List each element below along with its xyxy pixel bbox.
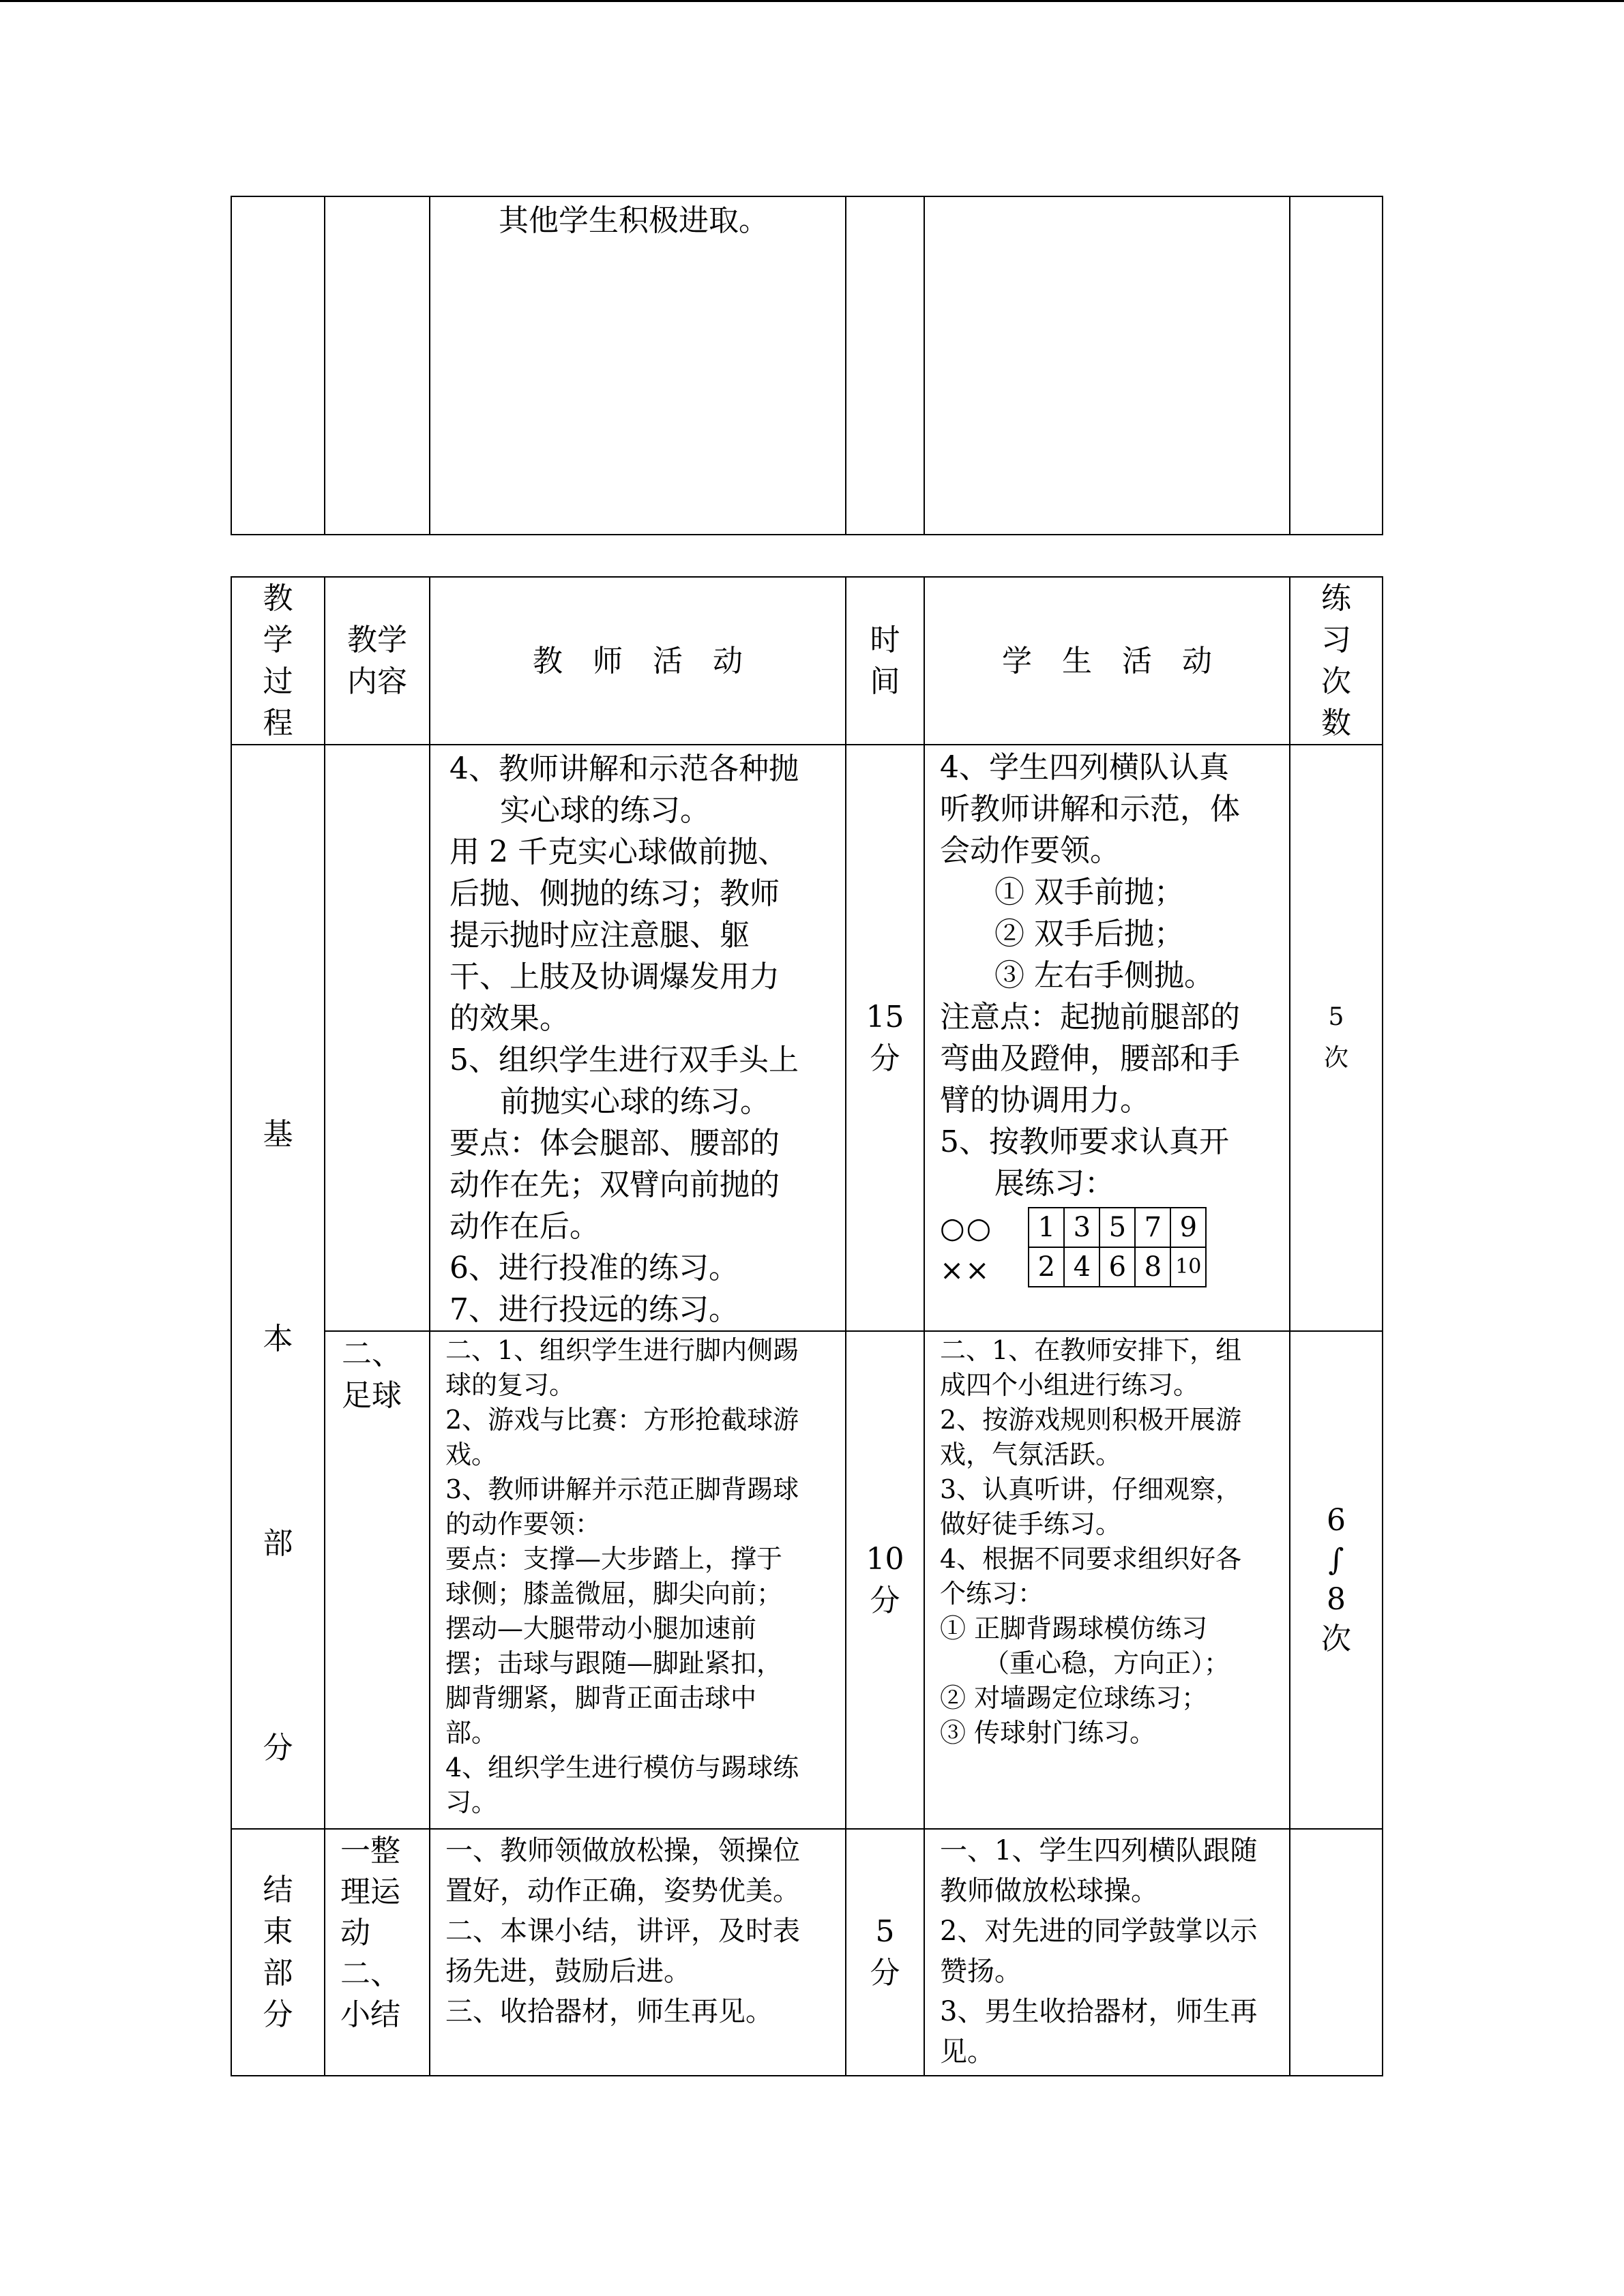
teacher-line: 要点：体会腿部、腰部的 xyxy=(449,1126,780,1161)
student-line: ① 双手前抛； xyxy=(994,875,1184,910)
basic-label-char: 分 xyxy=(263,1731,293,1765)
formation-grid-cell: 5 xyxy=(1099,1208,1135,1247)
teacher-line: 4、组织学生进行模仿与踢球练 xyxy=(445,1753,799,1783)
teacher-line: 球的复习。 xyxy=(445,1370,576,1400)
student-line: 个练习： xyxy=(940,1579,1044,1609)
formation-grid-cell: 8 xyxy=(1135,1247,1170,1287)
student-line: 3、男生收拾器材，师生再 xyxy=(940,1996,1258,2027)
header-teacher xyxy=(430,577,846,745)
student-line: 二、1、在教师安排下，组 xyxy=(940,1335,1242,1365)
header-time-char: 间 xyxy=(870,664,900,699)
teacher-line: 提示抛时应注意腿、躯 xyxy=(449,918,750,953)
formation-grid-cell: 2 xyxy=(1029,1247,1064,1287)
header-row xyxy=(231,577,1383,745)
end-count-cell xyxy=(1290,1829,1383,2076)
football-content-line: 足球 xyxy=(342,1378,402,1413)
teacher-line: 一、教师领做放松操，领操位 xyxy=(445,1835,800,1866)
end-time-value: 5 xyxy=(875,1914,895,1949)
student-line: 臂的协调用力。 xyxy=(940,1083,1150,1118)
header-count-char: 次 xyxy=(1321,664,1351,699)
teacher-line: 摆动—大腿带动小腿加速前 xyxy=(445,1613,757,1643)
teacher-line: 摆；击球与跟随—脚趾紧扣， xyxy=(445,1648,783,1678)
student-line: ② 对墙踢定位球练习； xyxy=(940,1683,1208,1713)
student-line: 赞扬。 xyxy=(940,1956,1022,1987)
header-student-label: 学 生 活 动 xyxy=(1002,643,1212,679)
basic-label-char: 基 xyxy=(263,1117,293,1152)
header-content-line: 内容 xyxy=(347,664,407,699)
end-label-char: 结 xyxy=(263,1873,293,1907)
header-content xyxy=(325,577,430,745)
teacher-line: 要点：支撑—大步踏上，撑于 xyxy=(445,1544,783,1574)
teacher-line: 干、上肢及协调爆发用力 xyxy=(449,959,780,994)
teacher-line: 用 2 千克实心球做前抛、 xyxy=(449,835,788,869)
teacher-line: 二、本课小结，讲评，及时表 xyxy=(445,1915,800,1947)
teacher-line: 的效果。 xyxy=(449,1001,570,1036)
football-content-line: 二、 xyxy=(342,1337,402,1371)
throw-content-cell xyxy=(325,745,430,1331)
header-process xyxy=(231,577,325,745)
teacher-line: 动作在后。 xyxy=(449,1209,600,1244)
header-process-char: 程 xyxy=(263,706,293,741)
teacher-line: 脚背绷紧，脚背正面击球中 xyxy=(445,1683,757,1713)
continued-content-cell xyxy=(325,196,430,535)
basic-label-char: 本 xyxy=(263,1322,293,1356)
football-content-cell xyxy=(325,1331,430,1829)
formation-marks xyxy=(940,1207,992,1292)
student-line: ① 正脚背踢球模仿练习 xyxy=(940,1613,1208,1643)
end-content-line: 二、 xyxy=(340,1956,400,1991)
teacher-line: 7、进行投远的练习。 xyxy=(449,1292,739,1327)
end-content-line: 小结 xyxy=(340,1997,400,2032)
basic-label-char: 部 xyxy=(263,1526,293,1561)
teacher-line: 三、收拾器材，师生再见。 xyxy=(445,1996,773,2027)
formation-grid-cell: 3 xyxy=(1064,1208,1099,1247)
formation-diagram xyxy=(940,1207,1285,1292)
throw-teacher-cell xyxy=(430,745,846,1331)
teacher-line: 二、1、组织学生进行脚内侧踢 xyxy=(445,1335,799,1365)
end-row xyxy=(231,1829,1383,2076)
throw-count-unit: 次 xyxy=(1323,1044,1348,1072)
throw-count-value: 5 xyxy=(1328,1003,1344,1031)
throw-student-cell xyxy=(924,745,1290,1331)
football-time-value: 10 xyxy=(866,1542,904,1577)
header-count-char: 练 xyxy=(1321,581,1351,616)
end-content-line: 理运 xyxy=(340,1875,400,1909)
end-content-line: 动 xyxy=(340,1915,370,1950)
formation-row-circles: ○○ xyxy=(940,1211,993,1244)
formation-grid-cell: 6 xyxy=(1099,1247,1135,1287)
teacher-line: 2、游戏与比赛：方形抢截球游 xyxy=(445,1405,799,1435)
football-teacher-cell xyxy=(430,1331,846,1829)
student-line: 5、按教师要求认真开 xyxy=(940,1124,1229,1159)
teacher-line: 习。 xyxy=(445,1787,498,1817)
football-time-cell xyxy=(846,1331,924,1829)
header-time-char: 时 xyxy=(870,623,900,657)
football-count-cell xyxy=(1290,1331,1383,1829)
end-student-cell xyxy=(924,1829,1290,2076)
teacher-line: 实心球的练习。 xyxy=(500,793,710,828)
student-line: 4、学生四列横队认真 xyxy=(940,750,1229,785)
student-line: 听教师讲解和示范，体 xyxy=(940,792,1240,826)
student-line: ② 双手后抛； xyxy=(994,916,1184,951)
throw-time-unit: 分 xyxy=(870,1041,900,1076)
header-count xyxy=(1290,577,1383,745)
formation-grid-cell: 9 xyxy=(1170,1208,1206,1247)
student-line: 注意点：起抛前腿部的 xyxy=(940,1000,1240,1034)
end-label-char: 束 xyxy=(263,1914,293,1949)
teacher-line: 的动作要领： xyxy=(445,1509,602,1539)
teacher-line: 动作在先；双臂向前抛的 xyxy=(449,1167,780,1202)
student-line: 成四个小组进行练习。 xyxy=(940,1370,1200,1400)
student-line: 见。 xyxy=(940,2036,994,2068)
teacher-line: 扬先进，鼓励后进。 xyxy=(445,1956,691,1987)
end-content-cell xyxy=(325,1829,430,2076)
formation-grid-cell: 10 xyxy=(1170,1247,1206,1287)
header-time xyxy=(846,577,924,745)
header-teacher-label: 教 师 活 动 xyxy=(533,643,743,679)
basic-section-label xyxy=(231,745,325,1829)
header-count-char: 习 xyxy=(1321,623,1351,657)
throw-time-cell xyxy=(846,745,924,1331)
student-line: 2、按游戏规则积极开展游 xyxy=(940,1405,1242,1435)
teacher-line: 前抛实心球的练习。 xyxy=(500,1084,770,1119)
end-section-label xyxy=(231,1829,325,2076)
student-line: ③ 传球射门练习。 xyxy=(940,1718,1156,1748)
lesson-plan-table xyxy=(231,576,1383,2076)
page-top-border xyxy=(0,0,1624,2)
student-line: 做好徒手练习。 xyxy=(940,1509,1122,1539)
header-count-char: 数 xyxy=(1321,706,1351,741)
teacher-line: 4、教师讲解和示范各种抛 xyxy=(449,751,799,786)
student-line: 2、对先进的同学鼓掌以示 xyxy=(940,1915,1258,1947)
formation-grid xyxy=(1028,1207,1207,1287)
football-count-range-sign: ∫ xyxy=(1328,1542,1344,1577)
header-student xyxy=(924,577,1290,745)
football-count-max: 8 xyxy=(1327,1581,1346,1617)
continued-table xyxy=(231,196,1383,535)
student-line: （重心稳，方向正）； xyxy=(984,1648,1230,1678)
header-process-char: 学 xyxy=(263,623,293,657)
student-line: ③ 左右手侧抛。 xyxy=(994,958,1214,993)
student-line: 弯曲及蹬伸，腰部和手 xyxy=(940,1041,1240,1076)
header-process-char: 过 xyxy=(263,664,293,699)
header-content-line: 教学 xyxy=(347,623,407,657)
student-line: 一、1、学生四列横队跟随 xyxy=(940,1835,1258,1866)
throw-row xyxy=(231,745,1383,1331)
student-line: 会动作要领。 xyxy=(940,833,1120,868)
teacher-line: 3、教师讲解并示范正脚背踢球 xyxy=(445,1474,799,1504)
continued-process-cell xyxy=(231,196,325,535)
student-line: 3、认真听讲，仔细观察， xyxy=(940,1474,1242,1504)
formation-grid-cell: 4 xyxy=(1064,1247,1099,1287)
teacher-line: 球侧；膝盖微屈，脚尖向前； xyxy=(445,1579,783,1609)
teacher-line: 后抛、侧抛的练习；教师 xyxy=(449,876,780,911)
continued-count-cell xyxy=(1290,196,1383,535)
student-line: 戏，气氛活跃。 xyxy=(940,1440,1122,1470)
teacher-line: 置好，动作正确，姿势优美。 xyxy=(445,1875,800,1907)
teacher-line: 戏。 xyxy=(445,1440,498,1470)
football-count-min: 6 xyxy=(1327,1502,1346,1538)
throw-time-value: 15 xyxy=(866,1000,904,1034)
continued-time-cell xyxy=(846,196,924,535)
student-line: 展练习： xyxy=(994,1166,1114,1201)
teacher-line: 部。 xyxy=(445,1718,498,1748)
football-time-unit: 分 xyxy=(870,1583,900,1618)
football-student-cell xyxy=(924,1331,1290,1829)
header-process-char: 教 xyxy=(263,581,293,616)
continued-student-cell xyxy=(924,196,1290,535)
continued-teacher-cell xyxy=(430,196,846,535)
teacher-line: 6、进行投准的练习。 xyxy=(449,1251,739,1285)
formation-row-crosses: ×× xyxy=(940,1253,991,1287)
formation-grid-cell: 7 xyxy=(1135,1208,1170,1247)
student-line: 教师做放松球操。 xyxy=(940,1875,1158,1907)
formation-grid-cell: 1 xyxy=(1029,1208,1064,1247)
throw-count-cell xyxy=(1290,745,1383,1331)
end-teacher-cell xyxy=(430,1829,846,2076)
end-label-char: 部 xyxy=(263,1956,293,1991)
football-count-unit: 次 xyxy=(1321,1621,1351,1656)
end-content-line: 一整 xyxy=(340,1834,400,1868)
end-time-cell xyxy=(846,1829,924,2076)
teacher-line: 5、组织学生进行双手头上 xyxy=(449,1043,799,1077)
football-row xyxy=(231,1331,1383,1829)
end-label-char: 分 xyxy=(263,1997,293,2032)
continued-teacher-text: 其他学生积极进取。 xyxy=(499,203,769,238)
end-time-unit: 分 xyxy=(870,1956,900,1991)
student-line: 4、根据不同要求组织好各 xyxy=(940,1544,1242,1574)
